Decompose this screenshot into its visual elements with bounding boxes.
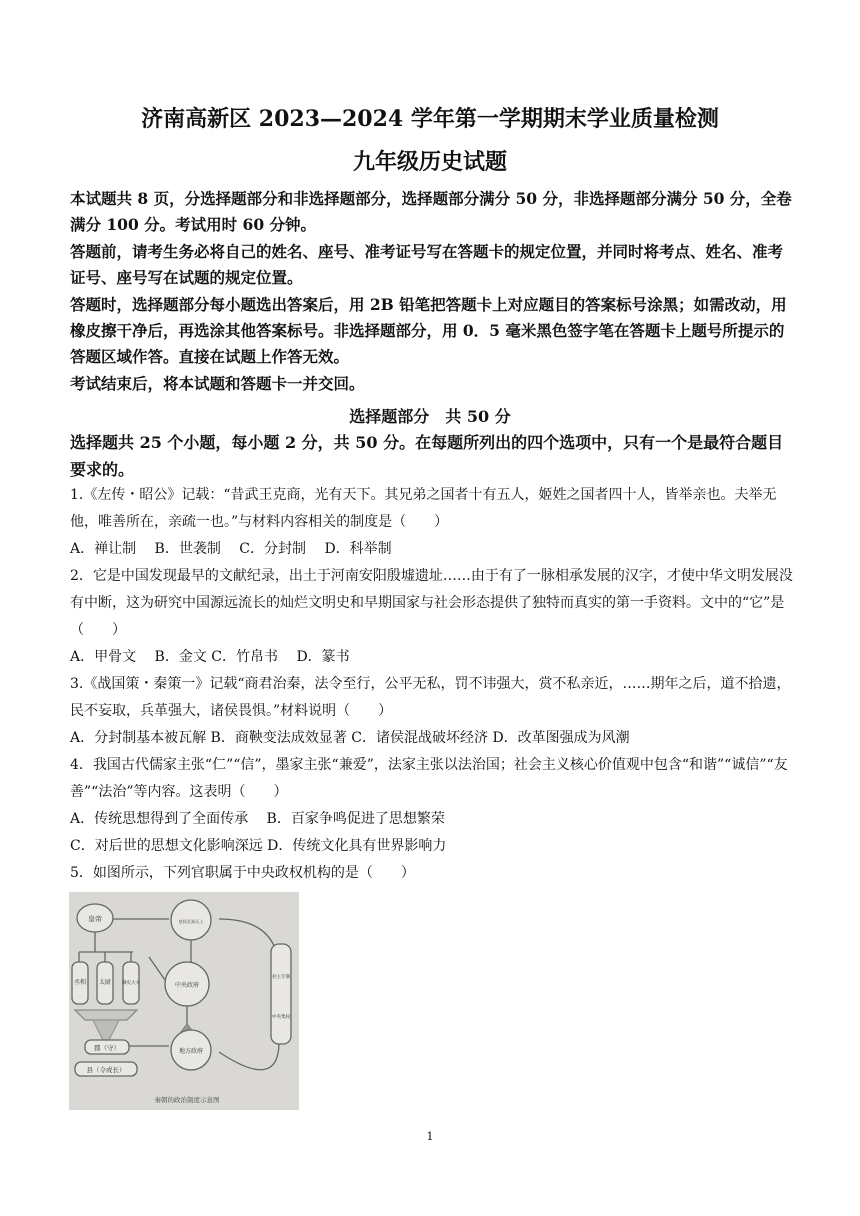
qin-political-system-diagram [69, 892, 299, 1110]
diagram-caption: 秦朝的政治制度示意图 [154, 1096, 220, 1104]
question-stem: 5．如图所示，下列官职属于中央政权机构的是（ ） [70, 865, 415, 881]
question-stem: 4．我国古代儒家主张“仁”“信”，墨家主张“兼爱”，法家主张以法治国；社会主义核心价值观中包含“和谐”“诚信”“友善”“法治”等内容。这表明（ ） [70, 757, 788, 800]
notice-paragraph: 答题时，选择题部分每小题选出答案后，用 2B 铅笔把答题卡上对应题目的答案标号涂黑；如需改动，用橡皮擦干净后，再选涂其他答案标号。非选择题部分，用 0．5 毫米黑色签字笔在答题卡上题号所提示的答题区域作答。直接在试题上作答无效。 [70, 295, 787, 366]
node-grand-commandant: 太尉 [98, 979, 112, 986]
node-commandery: 郡（守） [94, 1044, 120, 1052]
question-stem: 1.《左传・昭公》记载：“昔武王克商，光有天下。其兄弟之国者十有五人，姬姓之国者四十人，皆举亲也。夫举无他，唯善所在，亲疏一也。”与材料内容相关的制度是（ ） [70, 487, 777, 530]
question-options: C．对后世的思想文化影响深远 D．传统文化具有世界影响力 [70, 838, 447, 854]
notice-paragraph: 本试题共 8 页，分选择题部分和非选择题部分，选择题部分满分 50 分，非选择题部分满分 50 分，全卷满分 100 分。考试用时 60 分钟。 [70, 189, 792, 234]
section-heading: 选择题部分 共 50 分 [349, 407, 511, 426]
node-central-government: 中央政府 [174, 982, 200, 989]
section-instruction: 选择题共 25 个小题，每小题 2 分，共 50 分。在每题所列出的四个选项中，只有一个是最符合题目要求的。 [70, 433, 784, 479]
node-imperial-censor: 御史大夫 [122, 981, 140, 986]
node-local-government: 地方政府 [178, 1048, 204, 1055]
node-county: 县（令或长） [86, 1066, 126, 1074]
question-options: A．禅让制 B．世袭制 C．分封制 D．科举制 [70, 541, 392, 557]
node-supreme-imperial-power: 皇权至高无上 [178, 919, 204, 924]
node-centralization: 中央集权 [271, 1015, 291, 1020]
notice-paragraph: 考试结束后，将本试题和答题卡一并交回。 [70, 374, 365, 393]
question-options: A．分封制基本被瓦解 B．商鞅变法成效显著 C．诸侯混战破坏经济 D．改革图强成为风潮 [70, 730, 630, 746]
question-options: A．甲骨文 B．金文 C．竹帛书 D．篆书 [70, 649, 350, 665]
question-stem: 2．它是中国发现最早的文献纪录，出土于河南安阳殷墟遗址……由于有了一脉相承发展的汉字，才使中华文明发展没有中断，这为研究中国源远流长的灿烂文明史和早期国家与社会形态提供了独特而真实的第一手资料。文中的“它”是（ ） [70, 568, 793, 638]
node-emperor: 皇帝 [88, 915, 102, 923]
node-chancellor: 丞相 [73, 979, 87, 986]
notice-paragraph: 答题前，请考生务必将自己的姓名、座号、准考证号写在答题卡的规定位置，并同时将考点、姓名、准考证号、座号写在试题的规定位置。 [70, 242, 784, 287]
question-options: A．传统思想得到了全面传承 B．百家争鸣促进了思想繁荣 [70, 811, 445, 827]
exam-subtitle: 九年级历史试题 [352, 149, 507, 175]
question-stem: 3.《战国策・秦策一》记载“商君治秦，法令至行，公平无私，罚不讳强大，赏不私亲近，……期年之后，道不拾遗，民不妄取，兵革强大，诸侯畏惧。”材料说明（ ） [70, 676, 791, 719]
page-number: 1 [426, 1130, 434, 1143]
exam-title: 济南高新区 2023—2024 学年第一学期期末学业质量检测 [141, 106, 719, 132]
node-autocracy: 君主专制 [271, 975, 291, 980]
